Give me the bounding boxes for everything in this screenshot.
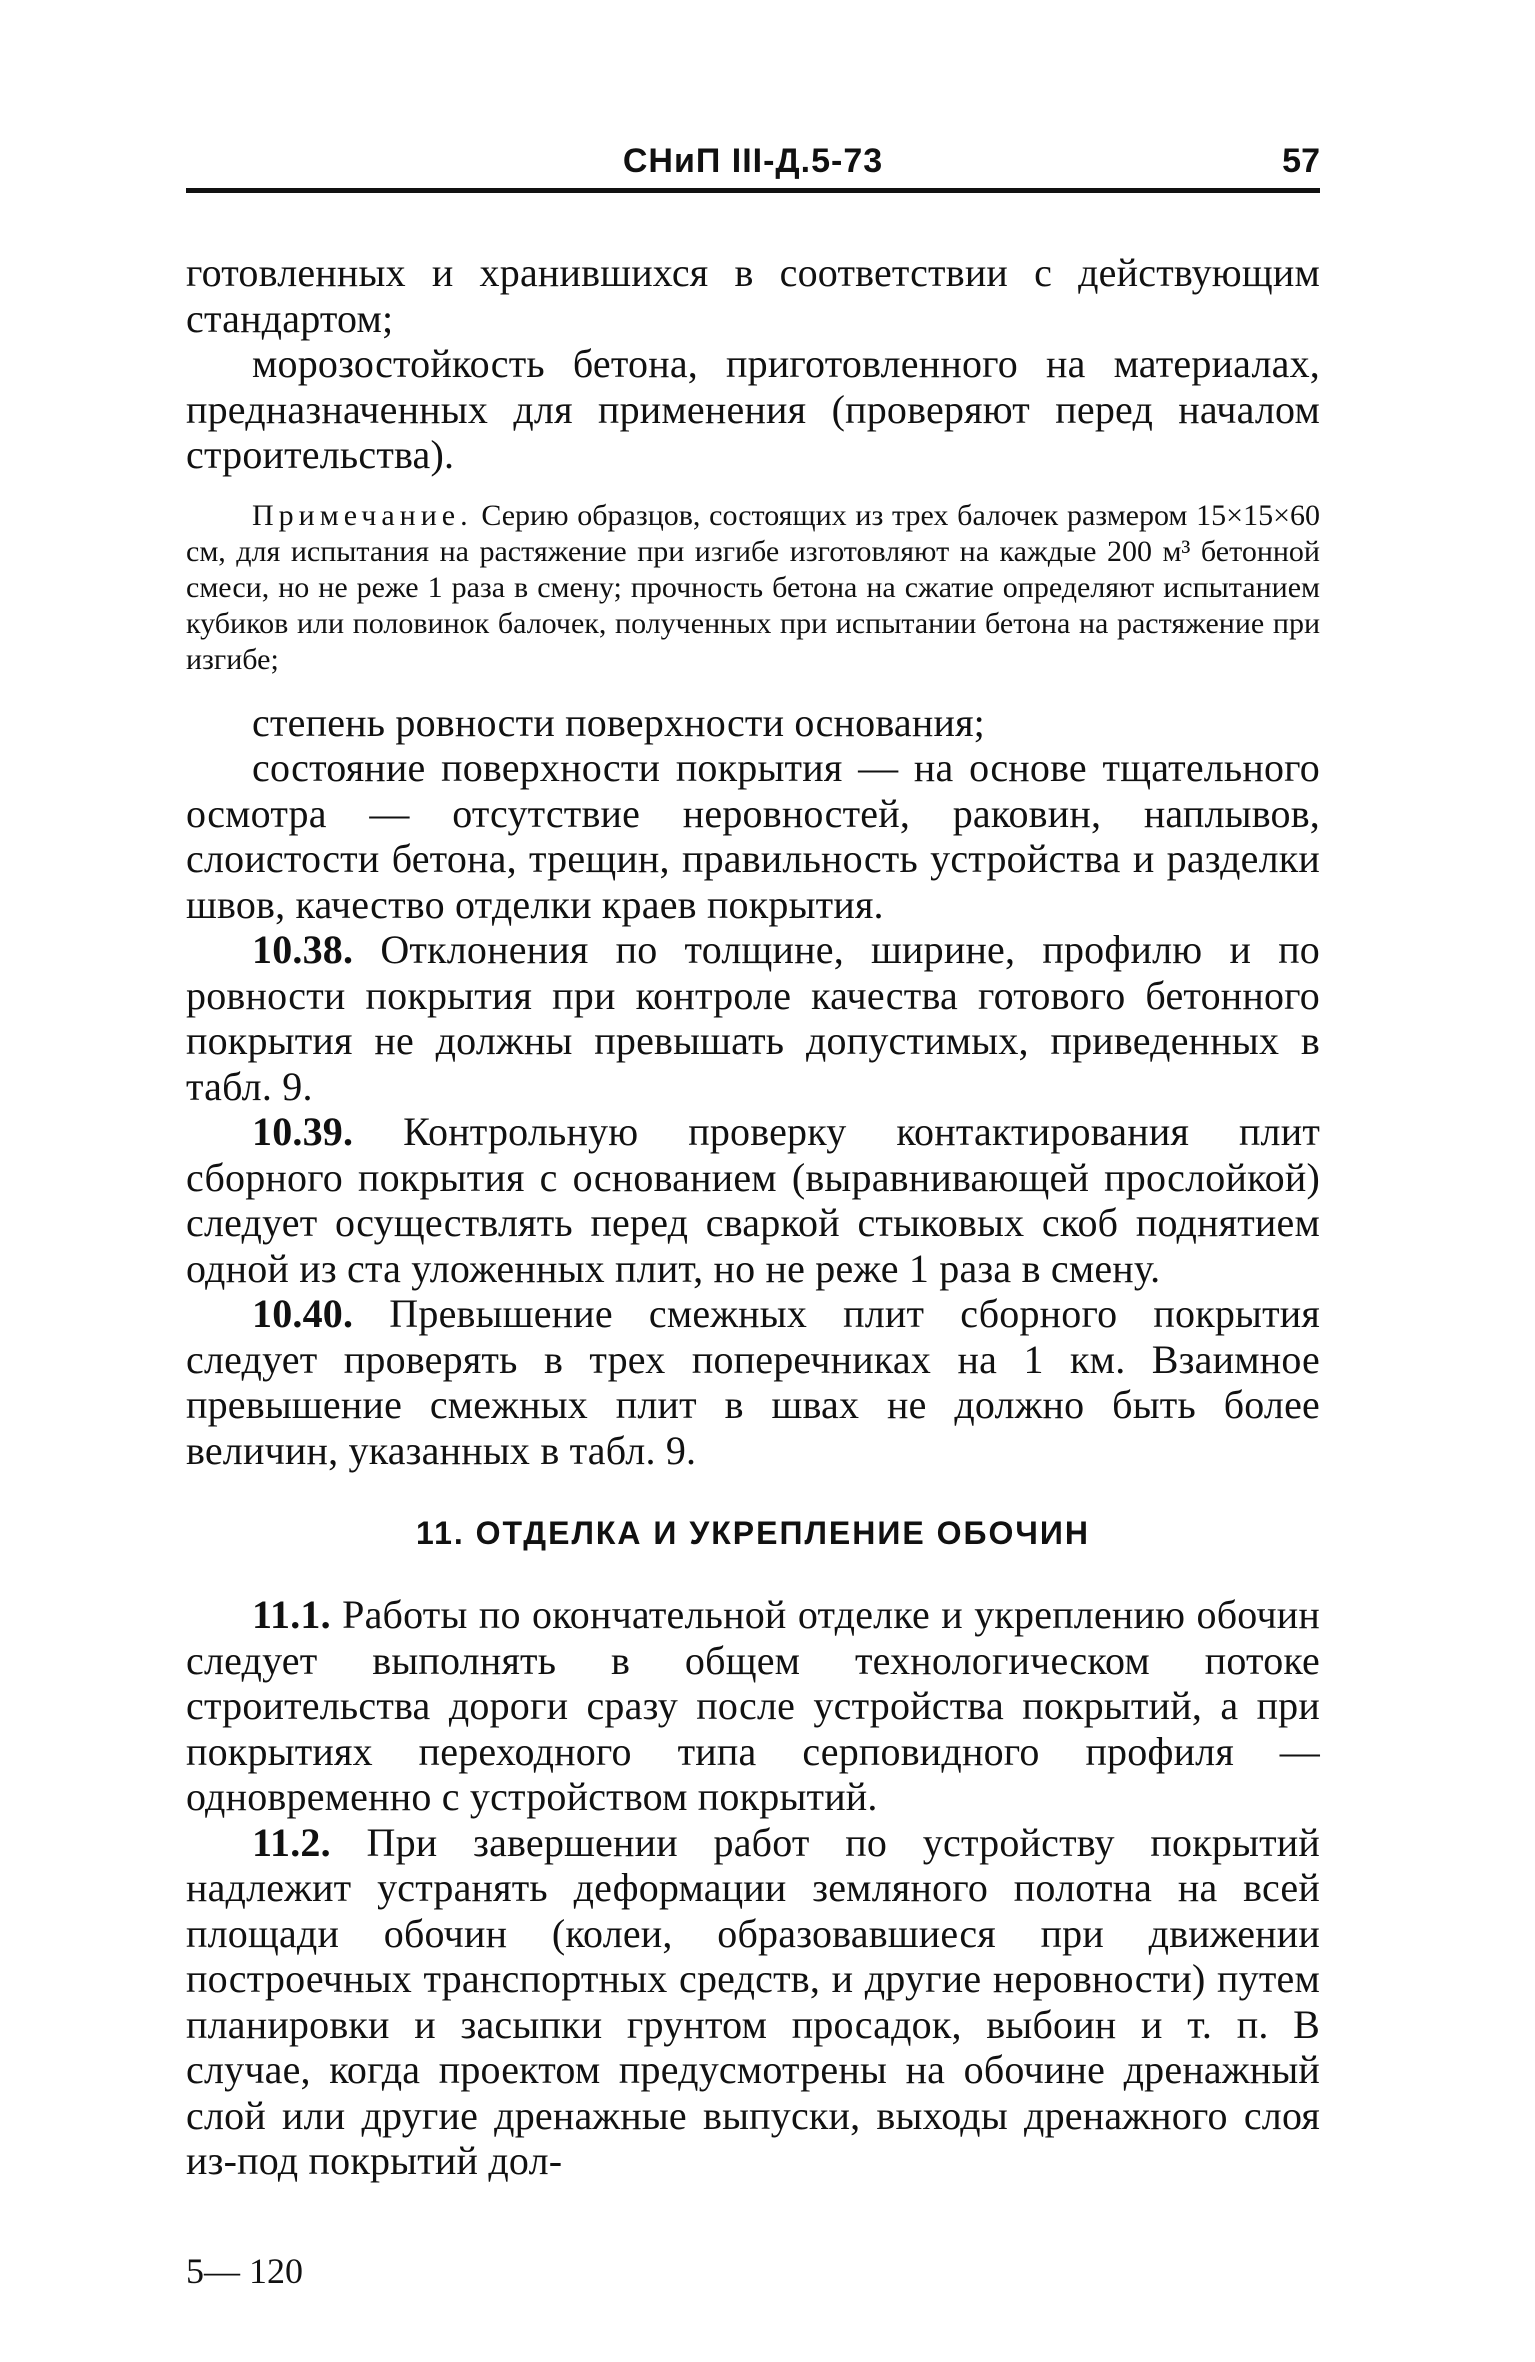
clause-10-40 bbox=[186, 1291, 1320, 1473]
clause-number: 10.40. bbox=[252, 1291, 354, 1336]
clause-number: 11.1. bbox=[252, 1592, 331, 1637]
clause-11-2 bbox=[186, 1820, 1320, 2184]
clause-number: 10.38. bbox=[252, 927, 354, 972]
paragraph-surface-condition: состояние поверхности покрытия — на основе тщательного осмотра — отсутствие неровностей, раковин, наплывов, слоистости бетона, трещин, правильность устройства и разделки швов, качество отделки краев покрытия. bbox=[186, 745, 1320, 927]
page-number: 57 bbox=[1282, 142, 1320, 180]
page-header bbox=[186, 128, 1320, 193]
clause-text: При завершении работ по устройству покрытий надлежит устранять деформации земляного полотна на всей площади обочин (колеи, образовавшиеся при движении построечных транспортных средств, и другие неровности) путем планировки и засыпки грунтом просадок, выбоин и т. п. В случае, когда проектом предусмотрены на обочине дренажный слой или другие дренажные выпуски, выходы дренажного слоя из-под покрытий дол- bbox=[186, 1819, 1320, 2183]
note-text: Серию образцов, состоящих из трех балочек размером 15×15×60 см, для испытания на растяжение при изгибе изготовляют на каждые 200 м³ бетонной смеси, но не реже 1 раза в смену; прочность бетона на сжатие определяют испытанием кубиков или половинок балочек, полученных при испытании бетона на растяжение при изгибе; bbox=[186, 498, 1320, 676]
clause-text: Контрольную проверку контактирования плит сборного покрытия с основанием (выравнивающей прослойкой) следует осуществлять перед сваркой стыковых скоб поднятием одной из ста уложенных плит, но не реже 1 раза в смену. bbox=[186, 1109, 1321, 1291]
clause-10-39 bbox=[186, 1109, 1320, 1291]
page-body bbox=[186, 250, 1320, 2184]
clause-text: Отклонения по толщине, ширине, профилю и по ровности покрытия при контроле качества готового бетонного покрытия не должны превышать допустимых, приведенных в табл. 9. bbox=[186, 927, 1320, 1109]
note bbox=[186, 498, 1320, 678]
clause-11-1 bbox=[186, 1592, 1320, 1820]
printer-signature: 5— 120 bbox=[186, 2251, 303, 2291]
running-title: СНиП III-Д.5-73 bbox=[622, 142, 884, 180]
clause-10-38 bbox=[186, 927, 1320, 1109]
clause-number: 11.2. bbox=[252, 1819, 331, 1865]
note-label: Примечание. bbox=[252, 498, 473, 532]
paragraph-frost-resistance: морозостойкость бетона, приготовленного на материалах, предназначенных для применения (проверяют перед началом строительства). bbox=[186, 341, 1320, 477]
paragraph-continuation: готовленных и хранившихся в соответствии с действующим стандартом; bbox=[186, 250, 1320, 341]
paragraph-base-evenness: степень ровности поверхности основания; bbox=[252, 699, 985, 745]
clause-number: 10.39. bbox=[252, 1109, 354, 1154]
clause-text: Работы по окончательной отделке и укреплению обочин следует выполнять в общем технологическом потоке строительства дороги сразу после устройства покрытий, а при покрытиях переходного типа серповидного профиля — одновременно с устройством покрытий. bbox=[186, 1592, 1320, 1819]
section-title: 11. ОТДЕЛКА И УКРЕПЛЕНИЕ ОБОЧИН bbox=[416, 1515, 1090, 1551]
clause-text: Превышение смежных плит сборного покрытия следует проверять в трех поперечниках на 1 км. Взаимное превышение смежных плит в швах не должно быть более величин, указанных в табл. 9. bbox=[186, 1291, 1320, 1473]
